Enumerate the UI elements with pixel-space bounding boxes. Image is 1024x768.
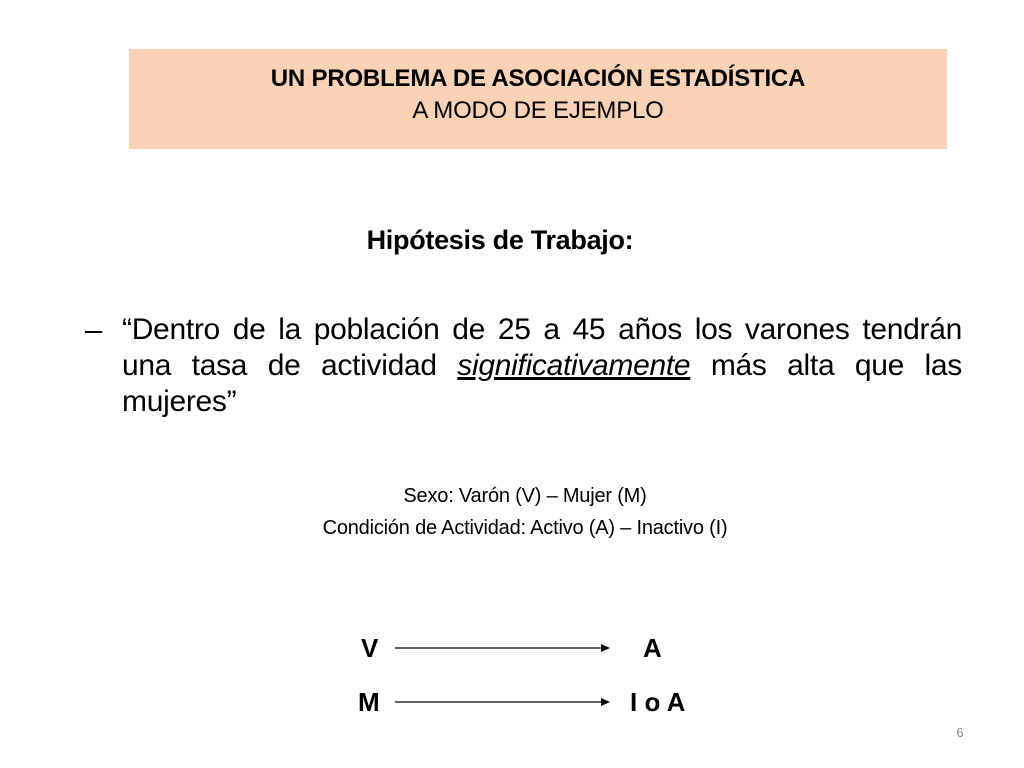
slide-title-box — [129, 49, 947, 149]
arrow-right-icon — [395, 694, 615, 710]
slide-title: UN PROBLEMA DE ASOCIACIÓN ESTADÍSTICA — [270, 65, 806, 92]
relation-row — [340, 628, 720, 668]
page-number: 6 — [956, 725, 964, 740]
hypothesis-text-end: más alta que las mujeres” — [122, 349, 962, 418]
hypothesis-text-start: “Dentro de la población de 25 a 45 años los varones tendrán una tasa de actividad — [122, 313, 962, 382]
relation-to: A — [643, 633, 662, 663]
relation-row — [340, 682, 720, 722]
activity-variable: Condición de Actividad: Activo (A) – Inactivo (I) — [322, 517, 728, 539]
hypothesis-emphasis: significativamente — [457, 349, 691, 382]
bullet-marker: – — [85, 312, 103, 347]
sex-variable: Sexo: Varón (V) – Mujer (M) — [403, 485, 647, 507]
arrow-right-icon — [395, 640, 615, 656]
relation-from: V — [361, 633, 379, 663]
relation-to: I o A — [630, 687, 686, 717]
relation-from: M — [358, 687, 380, 717]
variable-definitions — [200, 480, 850, 544]
slide-subtitle: A MODO DE EJEMPLO — [412, 97, 664, 124]
hypothesis-heading: Hipótesis de Trabajo: — [366, 225, 634, 255]
hypothesis-statement — [122, 312, 962, 420]
